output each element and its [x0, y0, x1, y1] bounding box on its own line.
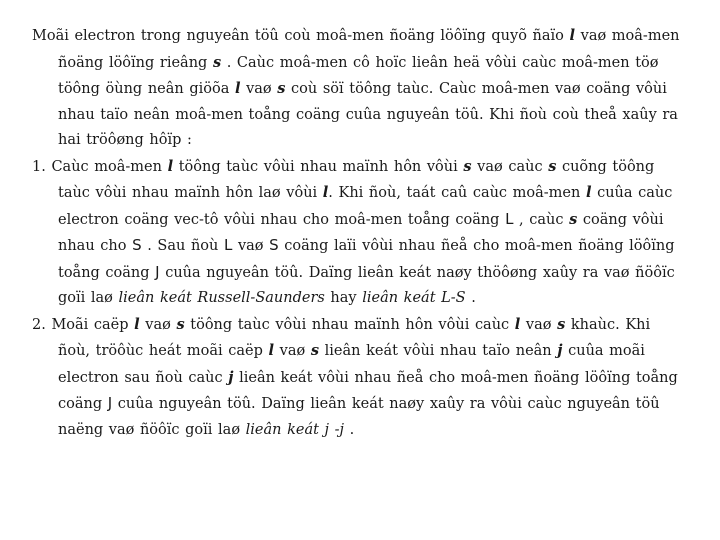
intro-text-5: coù söï töông taùc. Caùc moâ-men vaø coäng vôùi nhau taïo neân moâ-men toång coäng cuûa nguyeân töû. Khi ñoù coù theå xaûy ra hai tröôøng hôïp :	[58, 81, 678, 148]
symbol-S: S	[132, 236, 142, 254]
case-1-text-4: cuõng töông taùc vôùi nhau maïnh hôn laø vôùi	[58, 158, 655, 201]
intro-text-2: vaø moâ-men ñoäng löôïng rieâng	[58, 28, 680, 71]
symbol-s: s	[212, 53, 222, 71]
term-russell-saunders: lieân keát Russell-Saunders	[118, 290, 325, 306]
symbol-l: l	[569, 27, 576, 44]
symbol-s: s	[557, 315, 566, 333]
symbol-j: j	[228, 368, 234, 386]
symbol-J: J	[155, 262, 160, 281]
paragraph-case-1	[32, 154, 680, 312]
symbol-l: l	[514, 315, 521, 333]
case-2-text-8: cuûa moãi electron sau ñoù caùc	[58, 343, 645, 386]
case-1-text-12: cuûa nguyeân töû. Daïng lieân keát naøy thöôøng xaûy ra vaø ñöôïc goïi laø	[58, 264, 675, 306]
case-2-text-3: töông taùc vôùi nhau maïnh hôn vôùi caùc	[184, 316, 515, 333]
symbol-l: l	[167, 157, 174, 175]
symbol-s: s	[277, 80, 286, 97]
case-2-text-5: khaùc. Khi ñoù, tröôùc heát moãi caëp	[58, 316, 651, 359]
case-1-text-5: . Khi ñoù, taát caû caùc moâ-men	[328, 185, 586, 201]
case-2-text-9: lieân keát vôùi nhau ñeå cho moâ-men ñoäng löôïng toång coäng	[58, 369, 678, 412]
symbol-s: s	[463, 157, 472, 175]
case-2-number: 2.	[32, 316, 52, 333]
symbol-L: L	[223, 236, 233, 254]
intro-text-4: vaø	[240, 81, 278, 97]
case-1-text-6: cuûa caùc electron coäng vec-tô vôùi nhau cho moâ-men toång coäng	[58, 185, 673, 228]
case-2-text-2: vaø	[139, 316, 177, 333]
case-1-text-2: töông taùc vôùi nhau maïnh hôn vôùi	[173, 158, 464, 175]
case-2-text-11: .	[344, 421, 355, 438]
symbol-s: s	[548, 157, 557, 175]
symbol-l: l	[268, 342, 275, 359]
symbol-s: s	[569, 210, 578, 228]
paragraph-case-2	[32, 312, 680, 444]
symbol-J: J	[107, 394, 113, 412]
symbol-j: j	[557, 342, 563, 359]
case-2-text-7: lieân keát vôùi nhau taïo neân	[319, 343, 558, 359]
symbol-L: L	[505, 209, 514, 228]
symbol-l: l	[234, 80, 241, 97]
case-1-text-7: , caùc	[513, 211, 570, 228]
case-2-text-6: vaø	[274, 343, 311, 359]
term-j-j-coupling: lieân keát j -j	[245, 421, 345, 438]
term-l-s-coupling: lieân keát L-S	[362, 290, 466, 306]
intro-text-3: . Caùc moâ-men cô hoïc lieân heä vôùi caùc moâ-men töø töông öùng neân giöõa	[58, 54, 659, 97]
symbol-S: S	[269, 236, 279, 254]
intro-text-1: Moãi electron trong nguyeân töû coù moâ-men ñoäng löôïng quyõ ñaïo	[32, 28, 570, 44]
case-2-text-10: cuûa nguyeân töû. Daïng lieân keát naøy xaûy ra vôùi caùc nguyeân töû naëng vaø ñöôïc goïi laø	[58, 396, 660, 438]
case-1-text-14: .	[465, 290, 476, 306]
case-1-text-13: hay	[324, 290, 363, 306]
case-1-text-11: coäng laïi vôùi nhau ñeå cho moâ-men ñoäng löôïng toång coäng	[58, 238, 675, 281]
case-1-text-1: Caùc moâ-men	[51, 158, 168, 175]
case-1-text-10: vaø	[232, 238, 270, 254]
symbol-s: s	[310, 342, 320, 359]
paragraph-intro	[32, 23, 680, 154]
case-2-text-4: vaø	[520, 316, 558, 333]
symbol-l: l	[134, 315, 140, 333]
case-1-text-8: coäng vôùi nhau cho	[58, 211, 664, 254]
symbol-l: l	[322, 184, 329, 201]
symbol-s: s	[176, 315, 185, 333]
case-1-text-3: vaø caùc	[471, 158, 549, 175]
symbol-l: l	[585, 184, 592, 201]
case-2-text-1: Moãi caëp	[51, 316, 135, 333]
case-1-number: 1.	[32, 158, 52, 175]
case-1-text-9: . Sau ñoù	[141, 238, 224, 254]
